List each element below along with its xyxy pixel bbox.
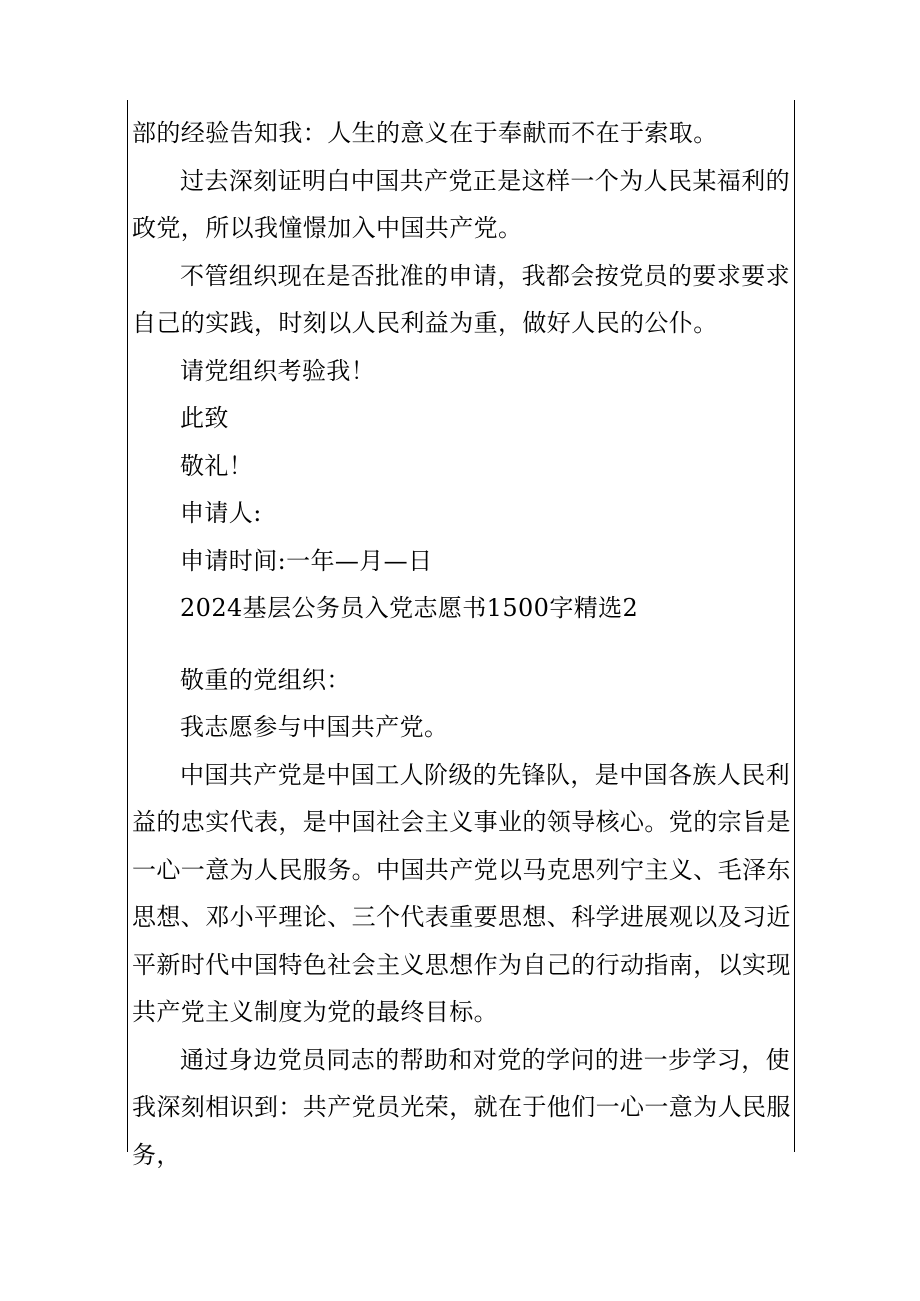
paragraph-2: 过去深刻证明白中国共产党正是这样一个为人民某福利的政党，所以我憧憬加入中国共产党。 [132, 166, 790, 242]
paragraph-5: 此致 [180, 404, 229, 432]
paragraph-10: 我志愿参与中国共产党。 [180, 713, 449, 741]
paragraph-3: 不管组织现在是否批准的申请，我都会按党员的要求要求自己的实践，时刻以人民利益为重，做好人民的公仆。 [132, 261, 790, 337]
paragraph-1: 部的经验告知我：人生的意义在于奉献而不在于索取。 [132, 119, 718, 147]
paragraph-12: 通过身边党员同志的帮助和对党的学问的进一步学习，使我深刻相识到：共产党员光荣，就在于他们一心一意为人民服务， [132, 1045, 791, 1169]
paragraph-7: 申请人: [180, 499, 262, 527]
paragraph-9: 敬重的党组织： [180, 665, 351, 694]
paragraph-6: 敬礼！ [180, 451, 254, 480]
paragraph-8: 申请时间:一年—月—日 [180, 546, 433, 575]
document-body [132, 110, 792, 1179]
paragraph-11: 中国共产党是中国工人阶级的先锋队，是中国各族人民利益的忠实代表，是中国社会主义事业的领导核心。党的宗旨是一心一意为人民服务。中国共产党以马克思列宁主义、毛泽东思想、邓小平理论、三个代表重要思想、科学进展观以及习近平新时代中国特色社会主义思想作为自己的行动指南，以实现共产党主义制度为党的最终目标。 [132, 760, 791, 1026]
page-left-border [127, 100, 128, 1152]
page-right-border [794, 100, 795, 1152]
section-title: 2024基层公务员入党志愿书1500字精选2 [180, 594, 639, 622]
section-spacing [132, 633, 792, 657]
paragraph-4: 请党组织考验我！ [180, 356, 376, 385]
